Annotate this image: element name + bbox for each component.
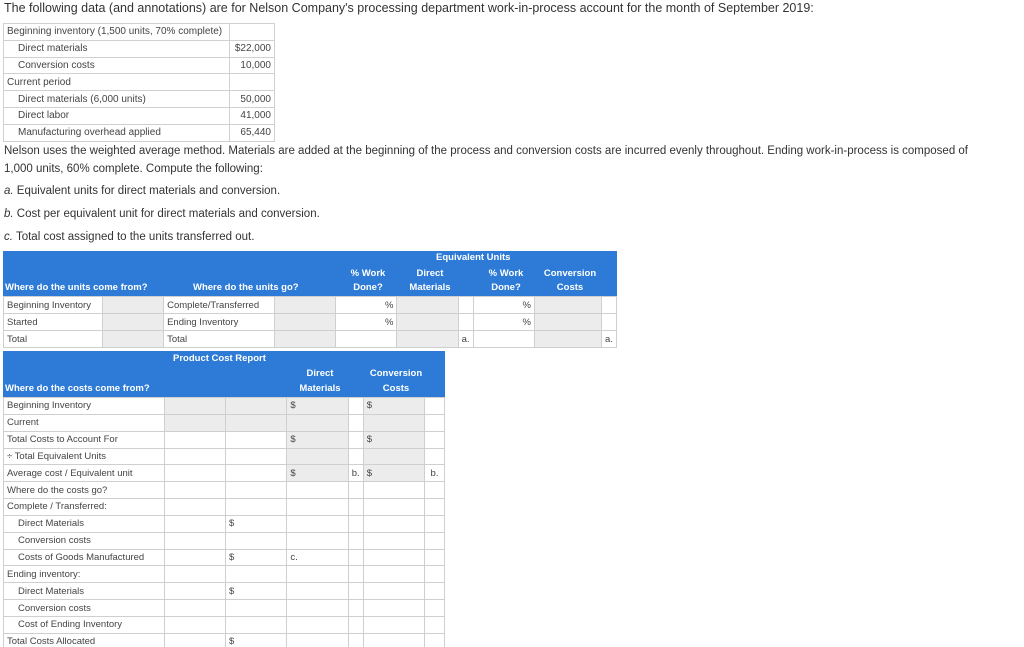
cost-total-input[interactable] xyxy=(226,566,287,583)
cost-dm-header-a: Direct xyxy=(306,368,334,379)
cc-header-b: Costs xyxy=(556,282,584,293)
cost-dm-input[interactable] xyxy=(287,414,348,431)
cost-total-input[interactable]: $ xyxy=(226,583,287,600)
answer-marker xyxy=(348,482,363,499)
cost-cc-input[interactable] xyxy=(363,566,424,583)
cost-cc-header-a: Conversion xyxy=(369,368,423,379)
cost-dm-input[interactable]: $ xyxy=(287,398,348,415)
units-from-input[interactable] xyxy=(102,297,163,314)
dm-header-b: Materials xyxy=(409,282,451,293)
units-go-label: Complete/Transferred xyxy=(164,297,275,314)
question-b xyxy=(4,208,320,220)
units-from-header: Where do the units come from? xyxy=(5,282,148,293)
given-label: Direct materials (6,000 units) xyxy=(4,91,230,108)
units-go-label: Total xyxy=(164,331,275,348)
cost-row xyxy=(4,465,445,482)
cost-row xyxy=(4,600,445,617)
cc-equiv-units-input[interactable] xyxy=(534,331,601,348)
units-go-input[interactable] xyxy=(274,314,335,331)
given-value: 41,000 xyxy=(230,107,275,124)
cost-dm-input[interactable] xyxy=(287,482,348,499)
cost-total-input[interactable]: $ xyxy=(226,549,287,566)
cost-row-label: Direct Materials xyxy=(4,515,165,532)
answer-marker xyxy=(425,414,445,431)
cost-dm-input[interactable] xyxy=(287,633,348,647)
answer-marker xyxy=(348,549,363,566)
cost-cc-input[interactable]: $ xyxy=(363,431,424,448)
given-row xyxy=(4,124,275,141)
cost-row-label: Ending inventory: xyxy=(4,566,165,583)
cost-row-label: Average cost / Equivalent unit xyxy=(4,465,165,482)
answer-marker xyxy=(425,566,445,583)
cost-total-input[interactable] xyxy=(226,398,287,415)
cost-dm-input[interactable] xyxy=(287,583,348,600)
report-title: Product Cost Report xyxy=(173,353,266,364)
units-from-label: Total xyxy=(4,331,103,348)
cost-row-label: Conversion costs xyxy=(4,600,165,617)
answer-marker: b. xyxy=(348,465,363,482)
units-row xyxy=(4,331,617,348)
cost-cc-input[interactable] xyxy=(363,499,424,516)
method-paragraph-line2: 1,000 units, 60% complete. Compute the following: xyxy=(4,163,263,175)
cost-row xyxy=(4,515,445,532)
cost-table xyxy=(3,397,445,647)
given-value: 10,000 xyxy=(230,57,275,74)
answer-marker: a. xyxy=(458,331,473,348)
cost-entry-input[interactable] xyxy=(164,448,225,465)
cost-cc-input[interactable] xyxy=(363,482,424,499)
cost-entry-input[interactable] xyxy=(164,549,225,566)
units-row xyxy=(4,314,617,331)
given-value xyxy=(230,24,275,41)
given-row xyxy=(4,91,275,108)
answer-marker xyxy=(425,616,445,633)
work-done-header-2a: % Work xyxy=(488,268,524,279)
units-from-input[interactable] xyxy=(102,314,163,331)
cost-table-header xyxy=(3,351,445,397)
cost-cc-input[interactable]: $ xyxy=(363,465,424,482)
work-done-header-1a: % Work xyxy=(350,268,386,279)
given-label: Manufacturing overhead applied xyxy=(4,124,230,141)
cost-cc-input[interactable] xyxy=(363,414,424,431)
cost-row-label: ÷ Total Equivalent Units xyxy=(4,448,165,465)
cost-row xyxy=(4,499,445,516)
answer-marker xyxy=(348,633,363,647)
cost-cc-input[interactable] xyxy=(363,532,424,549)
given-label: Beginning inventory (1,500 units, 70% complete) xyxy=(4,24,230,41)
cost-row-label: Conversion costs xyxy=(4,532,165,549)
question-c-letter: c. xyxy=(4,231,13,243)
question-a-letter: a. xyxy=(4,185,14,197)
answer-marker xyxy=(425,532,445,549)
cost-dm-input[interactable] xyxy=(287,616,348,633)
cost-row xyxy=(4,532,445,549)
answer-marker xyxy=(348,431,363,448)
cost-total-input[interactable] xyxy=(226,499,287,516)
question-b-letter: b. xyxy=(4,208,14,220)
cost-cc-header-b: Costs xyxy=(382,383,410,394)
units-go-header: Where do the units go? xyxy=(193,282,299,293)
intro-text: The following data (and annotations) are for Nelson Company's processing department work-in-process account for the month of September 2019: xyxy=(4,1,814,15)
cost-dm-input[interactable]: $ xyxy=(287,431,348,448)
cost-entry-input[interactable] xyxy=(164,583,225,600)
given-value: $22,000 xyxy=(230,40,275,57)
answer-marker xyxy=(425,499,445,516)
units-row xyxy=(4,297,617,314)
units-go-input[interactable] xyxy=(274,297,335,314)
answer-marker xyxy=(348,499,363,516)
answer-marker: a. xyxy=(602,331,617,348)
question-a-text: Equivalent units for direct materials and conversion. xyxy=(16,185,281,197)
answer-marker xyxy=(348,566,363,583)
cost-cc-input[interactable] xyxy=(363,448,424,465)
cost-dm-input[interactable]: c. xyxy=(287,549,348,566)
cc-header-a: Conversion xyxy=(543,268,597,279)
cc-pct-work-done-input xyxy=(473,331,534,348)
cost-dm-input[interactable] xyxy=(287,566,348,583)
answer-marker xyxy=(348,600,363,617)
given-value: 50,000 xyxy=(230,91,275,108)
answer-marker xyxy=(602,297,617,314)
cost-row-label: Cost of Ending Inventory xyxy=(4,616,165,633)
cc-pct-work-done-input[interactable]: % xyxy=(473,314,534,331)
cost-entry-input[interactable] xyxy=(164,616,225,633)
cost-total-input[interactable] xyxy=(226,616,287,633)
cost-row xyxy=(4,633,445,647)
given-value xyxy=(230,74,275,91)
given-row xyxy=(4,57,275,74)
answer-marker xyxy=(425,633,445,647)
answer-marker xyxy=(348,583,363,600)
units-from-input[interactable] xyxy=(102,331,163,348)
cost-entry-input[interactable] xyxy=(164,499,225,516)
units-table xyxy=(3,296,617,348)
answer-marker xyxy=(425,431,445,448)
answer-marker xyxy=(425,600,445,617)
cost-entry-input[interactable] xyxy=(164,515,225,532)
cost-entry-input[interactable] xyxy=(164,465,225,482)
cc-equiv-units-input[interactable] xyxy=(534,314,601,331)
method-paragraph: Nelson uses the weighted average method. Materials are added at the beginning of the process and conversion costs are incurred evenly throughout. Ending work-in-process is composed of xyxy=(4,145,969,157)
answer-marker xyxy=(425,515,445,532)
units-go-input[interactable] xyxy=(274,331,335,348)
cost-dm-input[interactable]: $ xyxy=(287,465,348,482)
cost-dm-input[interactable] xyxy=(287,448,348,465)
cost-row-label: Costs of Goods Manufactured xyxy=(4,549,165,566)
answer-marker xyxy=(425,583,445,600)
answer-marker xyxy=(348,414,363,431)
given-row xyxy=(4,24,275,41)
cost-cc-input[interactable] xyxy=(363,583,424,600)
cc-pct-work-done-input[interactable]: % xyxy=(473,297,534,314)
cost-total-input[interactable] xyxy=(226,482,287,499)
answer-marker xyxy=(458,297,473,314)
cost-cc-input[interactable] xyxy=(363,549,424,566)
cost-row-label: Direct Materials xyxy=(4,583,165,600)
cost-total-input[interactable] xyxy=(226,600,287,617)
cost-row-label: Where do the costs go? xyxy=(4,482,165,499)
given-value: 65,440 xyxy=(230,124,275,141)
work-done-header-2b: Done? xyxy=(491,282,521,293)
answer-marker xyxy=(348,616,363,633)
answer-marker: b. xyxy=(425,465,445,482)
cost-row xyxy=(4,583,445,600)
cost-row xyxy=(4,616,445,633)
cost-entry-input[interactable] xyxy=(164,600,225,617)
cost-total-input[interactable]: $ xyxy=(226,633,287,647)
units-from-label: Started xyxy=(4,314,103,331)
given-label: Direct materials xyxy=(4,40,230,57)
given-row xyxy=(4,107,275,124)
answer-marker xyxy=(425,549,445,566)
given-data-table xyxy=(3,23,275,142)
cost-row-label: Current xyxy=(4,414,165,431)
cost-row-label: Beginning Inventory xyxy=(4,398,165,415)
question-c-text: Total cost assigned to the units transferred out. xyxy=(15,231,255,243)
cost-dm-input[interactable] xyxy=(287,532,348,549)
answer-marker xyxy=(458,314,473,331)
cost-total-input[interactable] xyxy=(226,532,287,549)
answer-marker xyxy=(348,398,363,415)
cost-entry-input[interactable] xyxy=(164,398,225,415)
units-go-label: Ending Inventory xyxy=(164,314,275,331)
answer-marker xyxy=(602,314,617,331)
answer-marker xyxy=(425,482,445,499)
answer-marker xyxy=(425,398,445,415)
cost-total-input[interactable]: $ xyxy=(226,515,287,532)
answer-marker xyxy=(348,515,363,532)
cost-dm-input[interactable] xyxy=(287,600,348,617)
cost-row-label: Total Costs to Account For xyxy=(4,431,165,448)
cost-dm-header-b: Materials xyxy=(299,383,341,394)
cost-total-input[interactable] xyxy=(226,414,287,431)
cost-row xyxy=(4,448,445,465)
dm-equiv-units-input[interactable] xyxy=(397,297,458,314)
cost-row xyxy=(4,482,445,499)
cost-entry-input[interactable] xyxy=(164,566,225,583)
cost-row xyxy=(4,398,445,415)
cost-cc-input[interactable] xyxy=(363,616,424,633)
cost-dm-input[interactable] xyxy=(287,515,348,532)
dm-pct-work-done-input[interactable]: % xyxy=(336,314,397,331)
question-c xyxy=(4,231,254,243)
cost-row xyxy=(4,431,445,448)
cost-cc-input[interactable] xyxy=(363,633,424,647)
work-done-header-1b: Done? xyxy=(353,282,383,293)
given-label: Conversion costs xyxy=(4,57,230,74)
dm-equiv-units-input[interactable] xyxy=(397,314,458,331)
units-table-header xyxy=(3,251,617,296)
answer-marker xyxy=(348,532,363,549)
answer-marker xyxy=(425,448,445,465)
cost-cc-input[interactable]: $ xyxy=(363,398,424,415)
cost-cc-input[interactable] xyxy=(363,515,424,532)
dm-pct-work-done-input[interactable]: % xyxy=(336,297,397,314)
cost-total-input[interactable] xyxy=(226,465,287,482)
cost-entry-input[interactable] xyxy=(164,414,225,431)
dm-equiv-units-input[interactable] xyxy=(397,331,458,348)
cost-entry-input[interactable] xyxy=(164,532,225,549)
cost-entry-input[interactable] xyxy=(164,431,225,448)
cost-dm-input[interactable] xyxy=(287,499,348,516)
question-a xyxy=(4,185,280,197)
given-row xyxy=(4,40,275,57)
cost-row xyxy=(4,549,445,566)
cost-cc-input[interactable] xyxy=(363,600,424,617)
cost-row-label: Total Costs Allocated xyxy=(4,633,165,647)
cost-total-input[interactable] xyxy=(226,448,287,465)
cost-row-label: Complete / Transferred: xyxy=(4,499,165,516)
cost-total-input[interactable] xyxy=(226,431,287,448)
cost-row xyxy=(4,414,445,431)
given-row xyxy=(4,74,275,91)
cost-entry-input[interactable] xyxy=(164,633,225,647)
answer-marker xyxy=(348,448,363,465)
dm-header-a: Direct xyxy=(416,268,444,279)
cost-entry-input[interactable] xyxy=(164,482,225,499)
costs-from-header: Where do the costs come from? xyxy=(5,383,150,394)
given-label: Current period xyxy=(4,74,230,91)
question-b-text: Cost per equivalent unit for direct materials and conversion. xyxy=(16,208,320,220)
given-label: Direct labor xyxy=(4,107,230,124)
equiv-units-header: Equivalent Units xyxy=(436,252,511,263)
units-from-label: Beginning Inventory xyxy=(4,297,103,314)
dm-pct-work-done-input xyxy=(336,331,397,348)
cost-row xyxy=(4,566,445,583)
cc-equiv-units-input[interactable] xyxy=(534,297,601,314)
